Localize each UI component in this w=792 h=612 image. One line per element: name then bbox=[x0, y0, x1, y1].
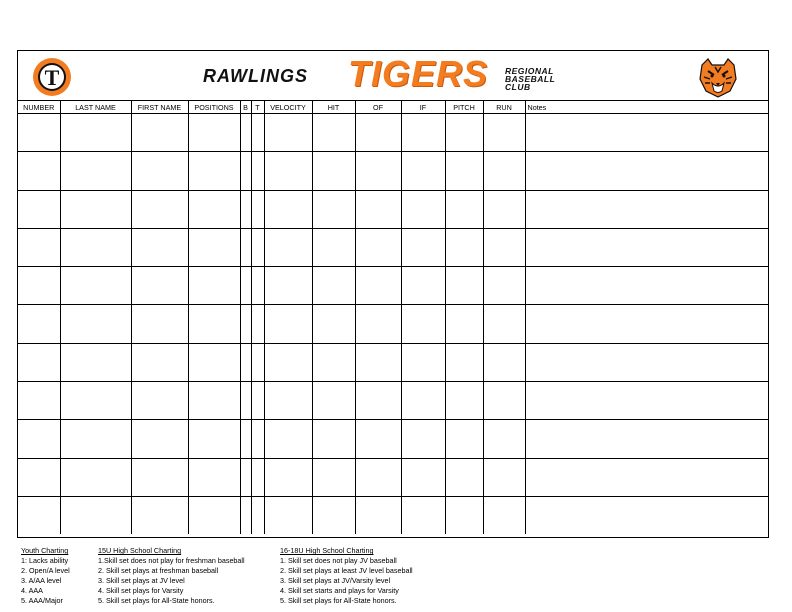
col-run: RUN bbox=[483, 101, 525, 114]
col-last-name: LAST NAME bbox=[60, 101, 131, 114]
table-cell[interactable] bbox=[483, 420, 525, 458]
table-cell[interactable] bbox=[240, 458, 251, 496]
table-cell[interactable] bbox=[483, 114, 525, 152]
table-cell[interactable] bbox=[240, 190, 251, 228]
table-cell[interactable] bbox=[525, 228, 768, 266]
table-cell[interactable] bbox=[188, 420, 240, 458]
table-cell[interactable] bbox=[18, 343, 60, 381]
table-cell[interactable] bbox=[131, 267, 188, 305]
table-cell[interactable] bbox=[312, 343, 355, 381]
table-cell[interactable] bbox=[18, 458, 60, 496]
col-of: OF bbox=[355, 101, 401, 114]
legend-item: 5. Skill set plays for All-State honors. bbox=[98, 596, 215, 605]
col-throws: T bbox=[251, 101, 264, 114]
table-cell[interactable] bbox=[131, 420, 188, 458]
table-cell[interactable] bbox=[355, 228, 401, 266]
table-cell[interactable] bbox=[60, 228, 131, 266]
table-cell[interactable] bbox=[445, 228, 483, 266]
table-cell[interactable] bbox=[525, 267, 768, 305]
table-cell[interactable] bbox=[240, 228, 251, 266]
table-cell[interactable] bbox=[18, 267, 60, 305]
legend-15u bbox=[98, 546, 245, 606]
table-cell[interactable] bbox=[445, 343, 483, 381]
table-cell[interactable] bbox=[240, 114, 251, 152]
table-cell[interactable] bbox=[525, 343, 768, 381]
table-cell[interactable] bbox=[240, 343, 251, 381]
table-cell[interactable] bbox=[483, 267, 525, 305]
table-cell[interactable] bbox=[401, 382, 445, 420]
legend-item: 3. Skill set plays at JV/Varsity level bbox=[280, 576, 391, 585]
legend-item: 1: Lacks ability bbox=[21, 556, 69, 565]
legend-item: 4. Skill set plays for Varsity bbox=[98, 586, 184, 595]
legend-item: 2. Skill set plays at freshman baseball bbox=[98, 566, 219, 575]
sheet-header bbox=[18, 51, 768, 101]
table-row bbox=[18, 228, 768, 266]
table-cell[interactable] bbox=[240, 382, 251, 420]
legend-16-18u bbox=[280, 546, 413, 606]
table-cell[interactable] bbox=[188, 343, 240, 381]
table-cell[interactable] bbox=[445, 114, 483, 152]
table-row bbox=[18, 343, 768, 381]
table-cell[interactable] bbox=[312, 305, 355, 343]
table-cell[interactable] bbox=[60, 343, 131, 381]
table-cell[interactable] bbox=[188, 114, 240, 152]
table-cell[interactable] bbox=[401, 420, 445, 458]
col-velocity: VELOCITY bbox=[264, 101, 312, 114]
table-cell[interactable] bbox=[188, 382, 240, 420]
table-cell[interactable] bbox=[312, 420, 355, 458]
table-cell[interactable] bbox=[401, 343, 445, 381]
table-cell[interactable] bbox=[264, 382, 312, 420]
table-cell[interactable] bbox=[401, 267, 445, 305]
table-cell[interactable] bbox=[18, 382, 60, 420]
col-positions: POSITIONS bbox=[188, 101, 240, 114]
legend-item: 4. AAA bbox=[21, 586, 43, 595]
table-cell[interactable] bbox=[60, 152, 131, 190]
table-cell[interactable] bbox=[60, 458, 131, 496]
table-body bbox=[18, 114, 768, 535]
col-hit: HIT bbox=[312, 101, 355, 114]
table-cell[interactable] bbox=[251, 382, 264, 420]
table-cell[interactable] bbox=[355, 496, 401, 534]
table-cell[interactable] bbox=[131, 190, 188, 228]
table-cell[interactable] bbox=[401, 305, 445, 343]
table-cell[interactable] bbox=[525, 496, 768, 534]
table-cell[interactable] bbox=[188, 267, 240, 305]
table-cell[interactable] bbox=[355, 190, 401, 228]
table-cell[interactable] bbox=[312, 114, 355, 152]
table-cell[interactable] bbox=[401, 228, 445, 266]
table-cell[interactable] bbox=[525, 190, 768, 228]
brand-subtitle bbox=[505, 67, 555, 91]
table-cell[interactable] bbox=[251, 190, 264, 228]
table-cell[interactable] bbox=[445, 496, 483, 534]
legend-16-18u-title: 16-18U High School Charting bbox=[280, 546, 374, 555]
table-cell[interactable] bbox=[525, 382, 768, 420]
table-cell[interactable] bbox=[251, 267, 264, 305]
table-row bbox=[18, 152, 768, 190]
table-cell[interactable] bbox=[251, 228, 264, 266]
col-pitch: PITCH bbox=[445, 101, 483, 114]
table-cell[interactable] bbox=[264, 305, 312, 343]
table-cell[interactable] bbox=[131, 458, 188, 496]
table-cell[interactable] bbox=[312, 228, 355, 266]
charting-sheet bbox=[17, 50, 769, 538]
legend-item: 2. Skill set plays at least JV level baseball bbox=[280, 566, 413, 575]
table-cell[interactable] bbox=[264, 190, 312, 228]
tigers-badge-logo bbox=[32, 57, 72, 97]
table-cell[interactable] bbox=[264, 420, 312, 458]
table-cell[interactable] bbox=[240, 420, 251, 458]
table-cell[interactable] bbox=[483, 228, 525, 266]
table-cell[interactable] bbox=[525, 305, 768, 343]
table-cell[interactable] bbox=[525, 114, 768, 152]
table-cell[interactable] bbox=[60, 267, 131, 305]
table-row bbox=[18, 458, 768, 496]
col-first-name: FIRST NAME bbox=[131, 101, 188, 114]
table-cell[interactable] bbox=[483, 190, 525, 228]
table-cell[interactable] bbox=[240, 267, 251, 305]
table-cell[interactable] bbox=[483, 458, 525, 496]
table-cell[interactable] bbox=[251, 496, 264, 534]
table-cell[interactable] bbox=[525, 420, 768, 458]
badge-letter: T bbox=[44, 65, 60, 90]
table-cell[interactable] bbox=[483, 382, 525, 420]
table-cell[interactable] bbox=[401, 152, 445, 190]
col-if: IF bbox=[401, 101, 445, 114]
table-cell[interactable] bbox=[445, 382, 483, 420]
table-row bbox=[18, 305, 768, 343]
table-cell[interactable] bbox=[445, 190, 483, 228]
table-cell[interactable] bbox=[60, 496, 131, 534]
table-cell[interactable] bbox=[401, 190, 445, 228]
legend-item: 4. Skill set starts and plays for Varsity bbox=[280, 586, 399, 595]
table-cell[interactable] bbox=[60, 382, 131, 420]
table-cell[interactable] bbox=[18, 114, 60, 152]
table-cell[interactable] bbox=[445, 420, 483, 458]
legend-youth bbox=[21, 546, 70, 606]
table-cell[interactable] bbox=[18, 305, 60, 343]
legend-youth-title: Youth Charting bbox=[21, 546, 69, 555]
brand-sub-baseball: BASEBALL bbox=[505, 74, 556, 84]
table-cell[interactable] bbox=[240, 496, 251, 534]
table-cell[interactable] bbox=[312, 190, 355, 228]
legend-item: 2. Open/A level bbox=[21, 566, 70, 575]
table-cell[interactable] bbox=[355, 382, 401, 420]
table-cell[interactable] bbox=[355, 343, 401, 381]
table-cell[interactable] bbox=[483, 152, 525, 190]
table-cell[interactable] bbox=[18, 496, 60, 534]
table-cell[interactable] bbox=[188, 305, 240, 343]
table-cell[interactable] bbox=[483, 343, 525, 381]
table-cell[interactable] bbox=[251, 458, 264, 496]
brand-sub-regional: REGIONAL bbox=[505, 66, 554, 76]
table-cell[interactable] bbox=[525, 152, 768, 190]
table-cell[interactable] bbox=[312, 458, 355, 496]
table-row bbox=[18, 420, 768, 458]
legend-15u-title: 15U High School Charting bbox=[98, 546, 182, 555]
table-cell[interactable] bbox=[483, 305, 525, 343]
table-cell[interactable] bbox=[60, 114, 131, 152]
table-cell[interactable] bbox=[401, 114, 445, 152]
table-cell[interactable] bbox=[18, 190, 60, 228]
table-cell[interactable] bbox=[312, 152, 355, 190]
table-cell[interactable] bbox=[188, 458, 240, 496]
table-cell[interactable] bbox=[355, 420, 401, 458]
table-cell[interactable] bbox=[240, 305, 251, 343]
table-row bbox=[18, 382, 768, 420]
tiger-head-logo bbox=[696, 55, 740, 99]
table-cell[interactable] bbox=[445, 267, 483, 305]
table-cell[interactable] bbox=[188, 190, 240, 228]
table-cell[interactable] bbox=[264, 114, 312, 152]
player-chart-table bbox=[18, 101, 768, 534]
col-number: NUMBER bbox=[18, 101, 60, 114]
table-cell[interactable] bbox=[60, 190, 131, 228]
table-cell[interactable] bbox=[264, 496, 312, 534]
table-cell[interactable] bbox=[312, 382, 355, 420]
table-row bbox=[18, 114, 768, 152]
col-notes: Notes bbox=[525, 101, 768, 114]
table-cell[interactable] bbox=[60, 420, 131, 458]
legend-item: 3. Skill set plays at JV level bbox=[98, 576, 185, 585]
table-cell[interactable] bbox=[131, 152, 188, 190]
table-cell[interactable] bbox=[355, 458, 401, 496]
table-cell[interactable] bbox=[401, 458, 445, 496]
legend-item: 1. Skill set does not play JV baseball bbox=[280, 556, 397, 565]
table-cell[interactable] bbox=[264, 267, 312, 305]
table-cell[interactable] bbox=[355, 152, 401, 190]
table-cell[interactable] bbox=[264, 458, 312, 496]
table-cell[interactable] bbox=[131, 114, 188, 152]
table-cell[interactable] bbox=[355, 267, 401, 305]
table-cell[interactable] bbox=[188, 496, 240, 534]
table-cell[interactable] bbox=[251, 114, 264, 152]
table-cell[interactable] bbox=[264, 152, 312, 190]
table-cell[interactable] bbox=[312, 267, 355, 305]
table-cell[interactable] bbox=[60, 305, 131, 343]
legend-item: 5. AAA/Major bbox=[21, 596, 63, 605]
table-cell[interactable] bbox=[18, 228, 60, 266]
table-cell[interactable] bbox=[251, 152, 264, 190]
table-cell[interactable] bbox=[18, 420, 60, 458]
table-cell[interactable] bbox=[525, 458, 768, 496]
table-cell[interactable] bbox=[251, 420, 264, 458]
table-cell[interactable] bbox=[131, 343, 188, 381]
table-cell[interactable] bbox=[188, 152, 240, 190]
table-cell[interactable] bbox=[188, 228, 240, 266]
table-cell[interactable] bbox=[251, 305, 264, 343]
table-cell[interactable] bbox=[18, 152, 60, 190]
table-cell[interactable] bbox=[131, 496, 188, 534]
table-cell[interactable] bbox=[264, 343, 312, 381]
table-row bbox=[18, 496, 768, 534]
table-cell[interactable] bbox=[445, 458, 483, 496]
table-cell[interactable] bbox=[401, 496, 445, 534]
table-cell[interactable] bbox=[264, 228, 312, 266]
brand-tigers: TIGERS bbox=[348, 53, 489, 94]
table-cell[interactable] bbox=[131, 305, 188, 343]
table-cell[interactable] bbox=[445, 305, 483, 343]
table-cell[interactable] bbox=[483, 496, 525, 534]
table-cell[interactable] bbox=[355, 114, 401, 152]
table-row bbox=[18, 190, 768, 228]
table-cell[interactable] bbox=[131, 228, 188, 266]
legend-item: 3. A/AA level bbox=[21, 576, 62, 585]
table-cell[interactable] bbox=[251, 343, 264, 381]
table-cell[interactable] bbox=[445, 152, 483, 190]
col-bats: B bbox=[240, 101, 251, 114]
legend-item: 1.Skill set does not play for freshman baseball bbox=[98, 556, 245, 565]
table-cell[interactable] bbox=[131, 382, 188, 420]
legend-item: 5. Skill set plays for All-State honors. bbox=[280, 596, 397, 605]
table-row bbox=[18, 267, 768, 305]
table-cell[interactable] bbox=[355, 305, 401, 343]
table-cell[interactable] bbox=[240, 152, 251, 190]
brand-sub-club: CLUB bbox=[505, 82, 531, 92]
table-cell[interactable] bbox=[312, 496, 355, 534]
brand-rawlings: RAWLINGS bbox=[203, 66, 308, 86]
table-header-row bbox=[18, 101, 768, 114]
